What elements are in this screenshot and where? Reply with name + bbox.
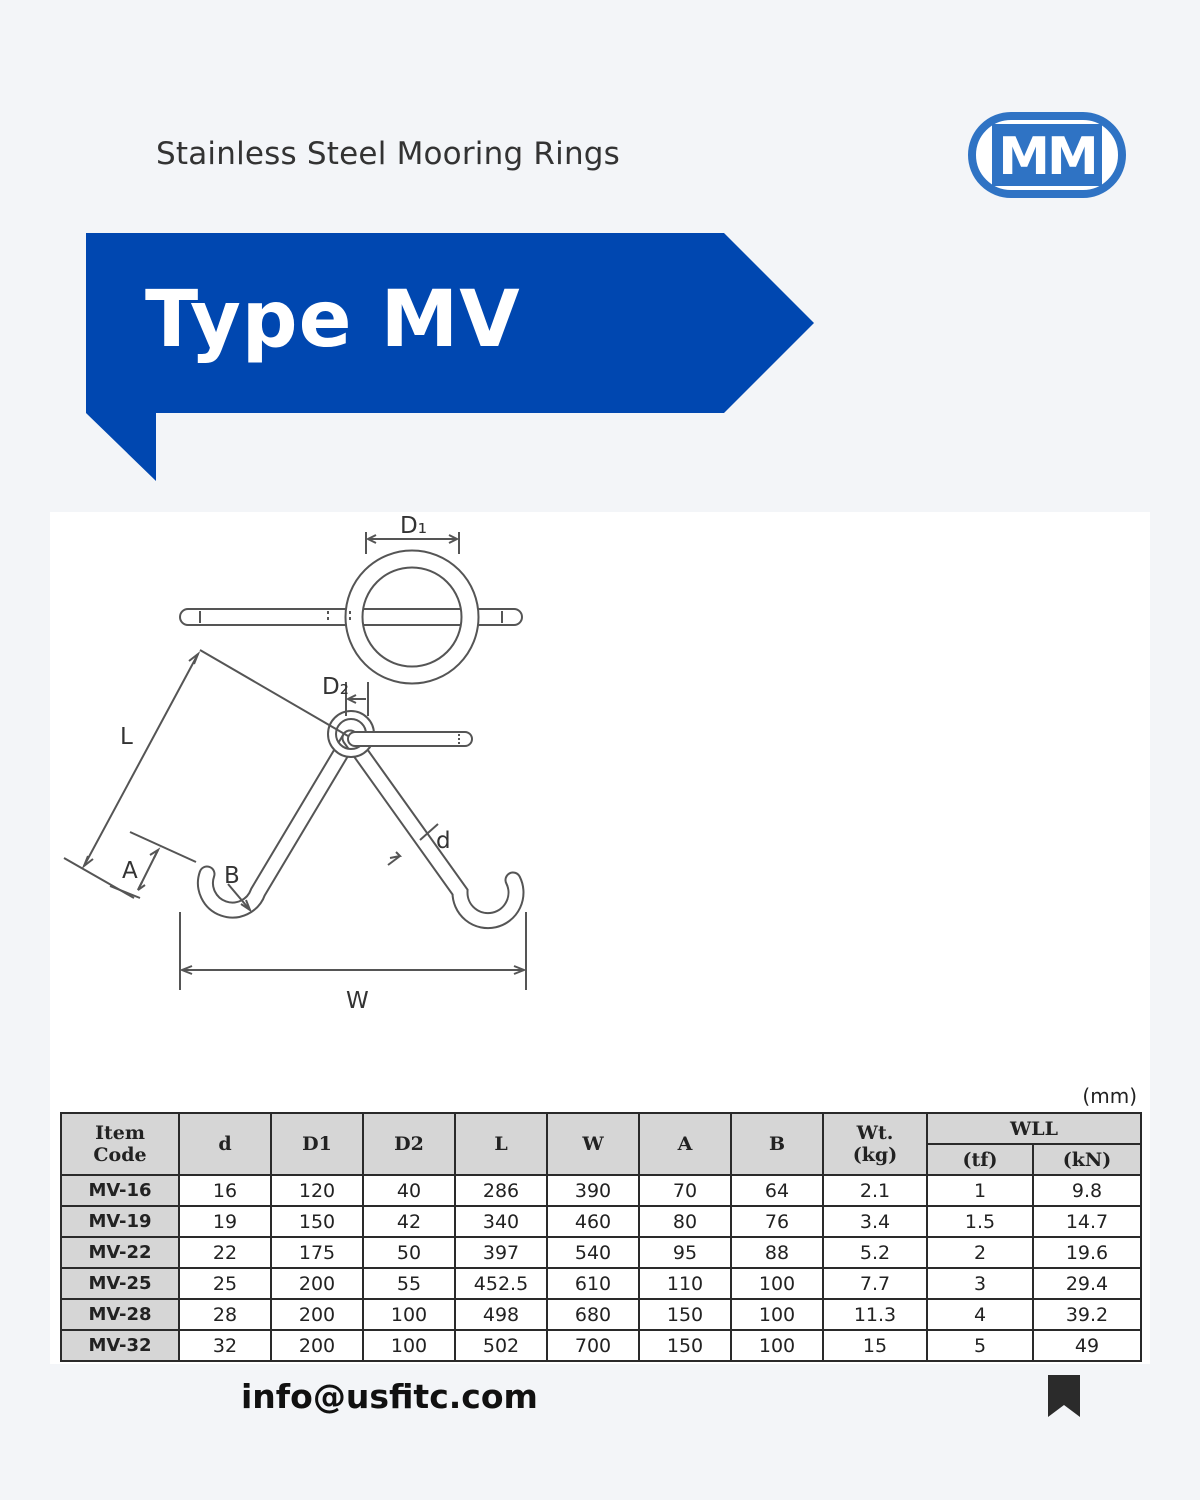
cell-kn: 19.6 [1033,1237,1141,1268]
cell-l: 397 [455,1237,547,1268]
label-d2: D₂ [322,674,349,700]
cell-code: MV-28 [61,1299,179,1330]
header-a: A [639,1113,731,1175]
cell-d: 19 [179,1206,271,1237]
cell-w: 460 [547,1206,639,1237]
cell-code: MV-19 [61,1206,179,1237]
cell-d1: 200 [271,1330,363,1361]
label-b: B [224,863,240,889]
cell-tf: 2 [927,1237,1033,1268]
cell-wt: 15 [823,1330,927,1361]
table-row [61,1299,1141,1330]
cell-wt: 7.7 [823,1268,927,1299]
cell-d2: 100 [363,1330,455,1361]
page-subtitle: Stainless Steel Mooring Rings [156,136,621,172]
table-row [61,1268,1141,1299]
unit-label: (mm) [1082,1084,1137,1108]
cell-l: 498 [455,1299,547,1330]
cell-l: 340 [455,1206,547,1237]
header-l: L [455,1113,547,1175]
cell-d2: 42 [363,1206,455,1237]
cell-tf: 3 [927,1268,1033,1299]
cell-wt: 11.3 [823,1299,927,1330]
header-wt: Wt. (kg) [823,1113,927,1175]
cell-code: MV-32 [61,1330,179,1361]
cell-d: 22 [179,1237,271,1268]
cell-d1: 200 [271,1268,363,1299]
cell-d1: 120 [271,1175,363,1206]
cell-a: 150 [639,1299,731,1330]
cell-b: 100 [731,1268,823,1299]
table-row [61,1330,1141,1361]
cell-d2: 100 [363,1299,455,1330]
cell-kn: 49 [1033,1330,1141,1361]
cell-kn: 9.8 [1033,1175,1141,1206]
cell-d2: 50 [363,1237,455,1268]
label-a: A [122,858,138,884]
header-wll: WLL [927,1113,1141,1144]
cell-l: 502 [455,1330,547,1361]
page-title: Type MV [145,275,521,365]
logo-text: MM [998,127,1096,187]
label-d1: D₁ [400,513,427,539]
label-d: d [436,828,451,854]
cell-w: 540 [547,1237,639,1268]
cell-w: 610 [547,1268,639,1299]
cell-tf: 4 [927,1299,1033,1330]
cell-b: 100 [731,1299,823,1330]
cell-wt: 3.4 [823,1206,927,1237]
cell-a: 150 [639,1330,731,1361]
cell-d: 25 [179,1268,271,1299]
cell-kn: 39.2 [1033,1299,1141,1330]
header-d1: D1 [271,1113,363,1175]
spec-table [60,1112,1142,1362]
cell-a: 110 [639,1268,731,1299]
cell-w: 680 [547,1299,639,1330]
cell-d: 28 [179,1299,271,1330]
cell-d1: 200 [271,1299,363,1330]
cell-d: 16 [179,1175,271,1206]
cell-wt: 5.2 [823,1237,927,1268]
cell-w: 700 [547,1330,639,1361]
cell-l: 452.5 [455,1268,547,1299]
cell-d1: 175 [271,1237,363,1268]
header-kn: (kN) [1033,1144,1141,1175]
cell-a: 80 [639,1206,731,1237]
header-d2: D2 [363,1113,455,1175]
cell-l: 286 [455,1175,547,1206]
cell-w: 390 [547,1175,639,1206]
cell-d: 32 [179,1330,271,1361]
table-header-row [61,1113,1141,1144]
cell-tf: 5 [927,1330,1033,1361]
cell-kn: 14.7 [1033,1206,1141,1237]
cell-b: 76 [731,1206,823,1237]
mooring-ring-diagram [50,512,570,1032]
cell-code: MV-25 [61,1268,179,1299]
header-item-code: Item Code [61,1113,179,1175]
cell-code: MV-22 [61,1237,179,1268]
table-row [61,1175,1141,1206]
cell-kn: 29.4 [1033,1268,1141,1299]
spec-card [50,512,1150,1364]
cell-d2: 40 [363,1175,455,1206]
header-w: W [547,1113,639,1175]
cell-b: 88 [731,1237,823,1268]
cell-d2: 55 [363,1268,455,1299]
cell-a: 95 [639,1237,731,1268]
header-tf: (tf) [927,1144,1033,1175]
label-w: W [346,988,369,1014]
cell-code: MV-16 [61,1175,179,1206]
header-b: B [731,1113,823,1175]
table-body [61,1175,1141,1361]
table-row [61,1237,1141,1268]
header-d: d [179,1113,271,1175]
cell-wt: 2.1 [823,1175,927,1206]
cell-tf: 1 [927,1175,1033,1206]
cell-b: 100 [731,1330,823,1361]
cell-tf: 1.5 [927,1206,1033,1237]
contact-email[interactable]: info@usfitc.com [241,1377,538,1416]
bookmark-icon[interactable] [1048,1375,1080,1417]
brand-logo [968,112,1126,198]
cell-d1: 150 [271,1206,363,1237]
cell-b: 64 [731,1175,823,1206]
cell-a: 70 [639,1175,731,1206]
label-l: L [120,724,133,750]
table-row [61,1206,1141,1237]
